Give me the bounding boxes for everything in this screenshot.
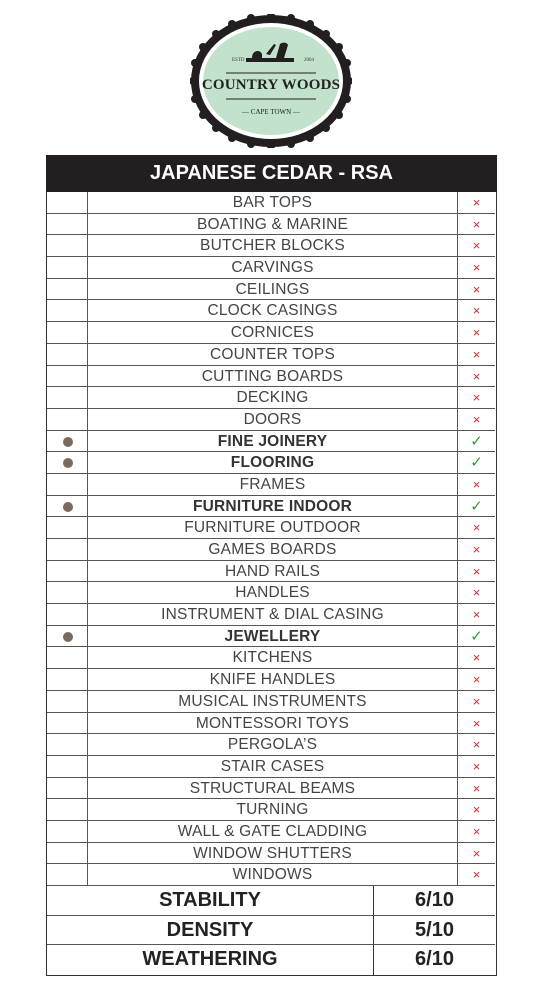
table-row	[47, 235, 495, 257]
table-row	[47, 647, 495, 669]
cross-icon: ×	[457, 778, 495, 799]
table-row	[47, 539, 495, 561]
table-row	[47, 626, 495, 648]
use-label: CEILINGS	[235, 280, 310, 298]
stat-row	[47, 945, 495, 975]
use-label: MUSICAL INSTRUMENTS	[178, 692, 367, 710]
indicator-cell	[47, 214, 88, 235]
use-label: CORNICES	[230, 324, 315, 342]
use-label: INSTRUMENT & DIAL CASING	[161, 606, 384, 624]
indicator-cell	[47, 734, 88, 755]
cross-icon: ×	[457, 366, 495, 387]
cross-icon: ×	[457, 604, 495, 625]
indicator-cell	[47, 604, 88, 625]
table-row	[47, 257, 495, 279]
use-label: GAMES BOARDS	[208, 541, 337, 558]
use-label: BAR TOPS	[232, 194, 313, 211]
cross-icon: ×	[457, 799, 495, 820]
cross-icon: ×	[457, 756, 495, 777]
indicator-cell	[47, 409, 88, 430]
indicator-cell	[47, 279, 88, 300]
cross-icon: ×	[457, 713, 495, 734]
bullet-dot-icon	[63, 437, 73, 447]
use-label: CARVINGS	[231, 259, 314, 277]
table-row	[47, 669, 495, 691]
cross-icon: ×	[457, 192, 495, 213]
indicator-cell	[47, 517, 88, 538]
indicator-cell	[47, 235, 88, 256]
indicator-cell	[47, 669, 88, 690]
table-row	[47, 344, 495, 366]
check-icon: ✓	[457, 452, 495, 473]
indicator-cell	[47, 843, 88, 864]
use-label: FURNITURE OUTDOOR	[184, 519, 361, 537]
use-label: DECKING	[236, 389, 309, 407]
stat-value: 6/10	[415, 889, 454, 911]
stat-label: WEATHERING	[47, 945, 374, 975]
properties-table	[46, 886, 497, 976]
stat-row	[47, 916, 495, 946]
cross-icon: ×	[457, 669, 495, 690]
use-label: FLOORING	[230, 454, 315, 472]
indicator-cell	[47, 192, 88, 213]
bullet-dot-icon	[63, 502, 73, 512]
indicator-cell	[47, 864, 88, 885]
use-label: KNIFE HANDLES	[209, 671, 336, 689]
stat-value: 5/10	[415, 918, 454, 941]
table-row	[47, 192, 495, 214]
cross-icon: ×	[457, 517, 495, 538]
indicator-cell	[47, 778, 88, 799]
stat-value: 6/10	[415, 948, 454, 970]
cross-icon: ×	[457, 864, 495, 885]
cross-icon: ×	[457, 344, 495, 365]
table-row	[47, 517, 495, 539]
use-label: TURNING	[236, 801, 309, 819]
table-row	[47, 561, 495, 583]
bullet-dot-icon	[63, 458, 73, 468]
indicator-cell	[47, 300, 88, 321]
cross-icon: ×	[457, 387, 495, 408]
table-row	[47, 713, 495, 735]
cross-icon: ×	[457, 409, 495, 430]
table-row	[47, 322, 495, 344]
cross-icon: ×	[457, 691, 495, 712]
table-row	[47, 279, 495, 301]
table-row	[47, 366, 495, 388]
indicator-cell	[47, 713, 88, 734]
indicator-cell	[47, 452, 88, 473]
use-label: MONTESSORI TOYS	[195, 714, 350, 732]
table-row	[47, 734, 495, 756]
use-label: HAND RAILS	[224, 562, 321, 580]
indicator-cell	[47, 756, 88, 777]
table-row	[47, 843, 495, 865]
stat-label: DENSITY	[47, 916, 374, 945]
use-label: DOORS	[243, 410, 302, 428]
cross-icon: ×	[457, 322, 495, 343]
use-label: STAIR CASES	[220, 757, 325, 775]
indicator-cell	[47, 582, 88, 603]
cross-icon: ×	[457, 257, 495, 278]
use-label: FINE JOINERY	[217, 432, 328, 450]
cross-icon: ×	[457, 279, 495, 300]
use-label: WINDOW SHUTTERS	[193, 844, 352, 862]
table-row	[47, 864, 495, 886]
use-label: STRUCTURAL BEAMS	[189, 779, 356, 797]
table-row	[47, 756, 495, 778]
use-label: PERGOLA’S	[227, 736, 318, 754]
check-icon: ✓	[457, 626, 495, 647]
cross-icon: ×	[457, 734, 495, 755]
use-label: FRAMES	[239, 475, 306, 493]
indicator-cell	[47, 431, 88, 452]
cross-icon: ×	[457, 821, 495, 842]
cross-icon: ×	[457, 647, 495, 668]
stat-label: STABILITY	[47, 886, 374, 915]
use-label: COUNTER TOPS	[210, 345, 335, 363]
indicator-cell	[47, 257, 88, 278]
use-label: CLOCK CASINGS	[207, 302, 338, 320]
cross-icon: ×	[457, 474, 495, 495]
indicator-cell	[47, 366, 88, 387]
cross-icon: ×	[457, 561, 495, 582]
use-label: CUTTING BOARDS	[201, 367, 344, 385]
use-label: JEWELLERY	[224, 627, 321, 645]
use-label: WINDOWS	[232, 866, 313, 884]
table-row	[47, 604, 495, 626]
use-label: HANDLES	[235, 584, 310, 602]
table-row	[47, 821, 495, 843]
company-logo	[190, 14, 352, 148]
table-row	[47, 214, 495, 236]
uses-table	[46, 192, 497, 886]
indicator-cell	[47, 539, 88, 560]
use-label: WALL & GATE CLADDING	[177, 822, 368, 840]
cross-icon: ×	[457, 539, 495, 560]
cross-icon: ×	[457, 300, 495, 321]
logo-city: — CAPE TOWN —	[242, 108, 300, 116]
stat-row	[47, 886, 495, 916]
use-label: BOATING & MARINE	[196, 215, 349, 233]
indicator-cell	[47, 691, 88, 712]
table-row	[47, 409, 495, 431]
use-label: BUTCHER BLOCKS	[200, 237, 345, 255]
indicator-cell	[47, 322, 88, 343]
logo-company-name: COUNTRY WOODS	[201, 77, 341, 93]
indicator-cell	[47, 344, 88, 365]
table-row	[47, 452, 495, 474]
table-row	[47, 778, 495, 800]
logo-year: 2004	[304, 58, 314, 63]
table-row	[47, 691, 495, 713]
table-row	[47, 582, 495, 604]
use-label: FURNITURE INDOOR	[192, 497, 353, 515]
bullet-dot-icon	[63, 632, 73, 642]
wood-species-title: JAPANESE CEDAR - RSA	[46, 155, 497, 192]
table-row	[47, 300, 495, 322]
indicator-cell	[47, 496, 88, 517]
check-icon: ✓	[457, 431, 495, 452]
indicator-cell	[47, 626, 88, 647]
indicator-cell	[47, 647, 88, 668]
logo-estd: ESTD	[232, 58, 245, 63]
cross-icon: ×	[457, 235, 495, 256]
indicator-cell	[47, 821, 88, 842]
indicator-cell	[47, 387, 88, 408]
table-row	[47, 496, 495, 518]
cross-icon: ×	[457, 843, 495, 864]
table-row	[47, 474, 495, 496]
table-row	[47, 387, 495, 409]
indicator-cell	[47, 474, 88, 495]
table-row	[47, 431, 495, 453]
use-label: KITCHENS	[232, 649, 313, 667]
table-row	[47, 799, 495, 821]
indicator-cell	[47, 799, 88, 820]
cross-icon: ×	[457, 582, 495, 603]
indicator-cell	[47, 561, 88, 582]
check-icon: ✓	[457, 496, 495, 517]
cross-icon: ×	[457, 214, 495, 235]
